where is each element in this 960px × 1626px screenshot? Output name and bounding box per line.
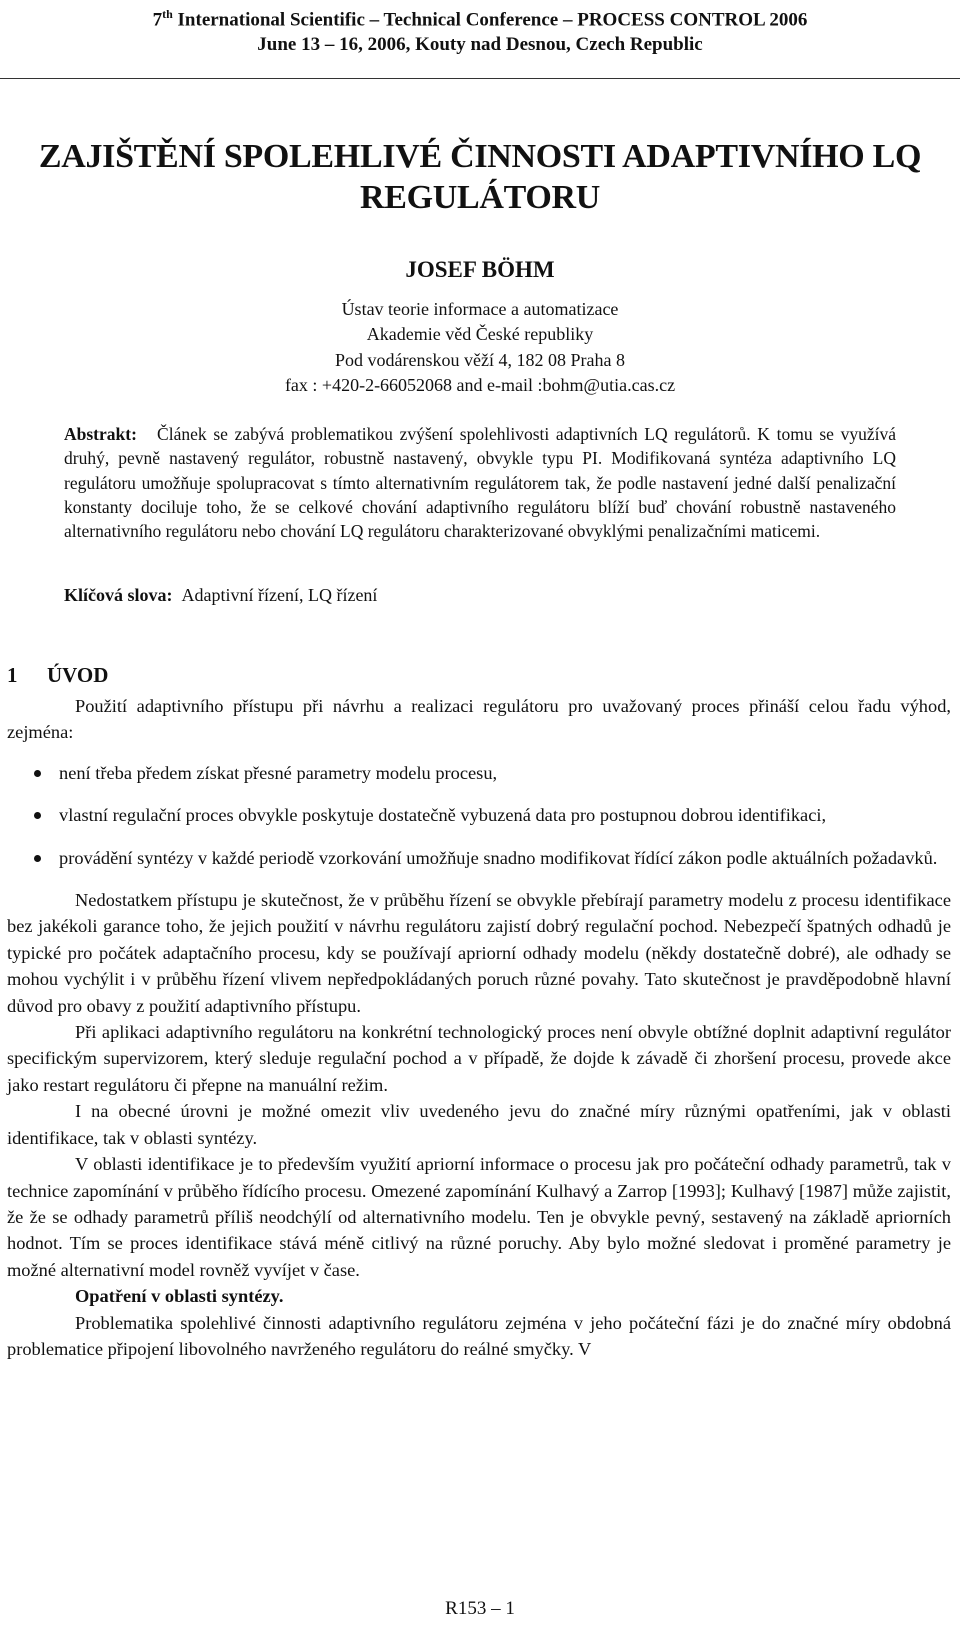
conference-line-2: June 13 – 16, 2006, Kouty nad Desnou, Czech Republic [257,34,703,56]
section-title: ÚVOD [47,663,109,687]
list-item [7,802,951,828]
page-number: R153 – 1 [445,1598,515,1619]
abstract-text: Článek se zabývá problematikou zvýšení spolehlivosti adaptivních LQ regulátorů. K tomu se využívá druhý, pevně nastavený regulátor, robustně nastavený, obvykle typu PI. Modifikovaná syntéza adaptivního LQ regulátoru umožňuje spolupracovat s tímto alternativním regulátorem tak, že podle nastavení jedné další penalizační konstanty dociluje toho, že se celkové chování adaptivního regulátoru blíží buď chování robustně nastaveného alternativního regulátoru nebo chování LQ regulátoru charakterizované obvyklými penalizačními maticemi. [64,424,897,542]
bullet-icon [34,812,41,819]
affiliation-line: fax : +420-2-66052068 and e-mail :bohm@utia.cas.cz [284,374,676,395]
conference-header [0,2,960,57]
abstract [64,422,896,543]
section-body [7,693,951,1362]
section-heading [7,661,907,689]
intro-paragraph: Použití adaptivního přístupu při návrhu a realizaci regulátoru pro uvažovaný proces přináší celou řadu výhod, zejména: [7,696,951,743]
list-item [7,845,951,871]
body-paragraph: Problematika spolehlivé činnosti adaptivního regulátoru zejména v jeho počáteční fázi je do značné míry obdobná problematice připojení libovolného navrženého regulátoru do reálné smyčky. V [7,1312,951,1359]
bullet-icon [34,770,41,777]
header-rule [0,78,960,79]
list-item [7,760,951,786]
list-item-text: není třeba předem získat přesné parametry modelu procesu, [59,762,498,783]
conference-line-1 [0,2,960,32]
keywords-text: Adaptivní řízení, LQ řízení [181,585,378,605]
author-name: JOSEF BÖHM [405,257,555,282]
body-paragraph: V oblasti identifikace je to především využití apriorní informace o procesu jak pro počáteční odhady parametrů, tak v technice zapomínání v průběho řídícího procesu. Omezené zapomínání Kulhavý a Zarrop [1993]; Kulhavý [1987] může zajistit, že že se odhady parametrů příliš neodchýlí od alternativního modelu. Ten je obvykle pevný, sestavený na základě apriorních hodnot. Tím se proces identifikace stává méně citlivý na různé poruchy. Aby bylo možné sledovat i proměné parametry je možné alternativní model rovněž vyvíjet v čase. [7,1154,951,1280]
author-affiliation [0,297,960,398]
conference-ordinal-suffix: th [162,7,173,21]
section-number: 1 [7,663,18,687]
list-item-text: provádění syntézy v každé periodě vzorkování umožňuje snadno modifikovat řídící zákon podle aktuálních požadavků. [59,847,938,868]
body-paragraph: Nedostatkem přístupu je skutečnost, že v průběhu řízení se obvykle přebírají parametry modelu z procesu identifikace bez jakékoli garance toho, že jejich použití v návrhu regulátoru zajistí dobrý regulační pochod. Nebezpečí špatných odhadů je typické pro počátek adaptačního procesu, kdy se používají apriorní odhady modelu (někdy dostatečně dobré), ale odhady se mohou vychýlit i v průběhu řízení vlivem nepředpokládaných poruch různé povahy. Tato skutečnost je pravděpodobně hlavní důvod pro obavy z použití adaptivního přístupu. [7,890,951,1016]
body-paragraph: Při aplikaci adaptivního regulátoru na konkrétní technologický proces není obvyle obtížné doplnit adaptivní regulátor specifickým supervizorem, který sleduje regulační pochod a v případě, že dojde k závadě či zhoršení procesu, provede akce jako restart regulátoru či přepne na manuální režim. [7,1022,951,1095]
affiliation-line: Pod vodárenskou věží 4, 182 08 Praha 8 [335,349,625,370]
abstract-label: Abstrakt: [64,424,137,444]
paper-title-line-1: ZAJIŠTĚNÍ SPOLEHLIVÉ ČINNOSTI ADAPTIVNÍHO LQ [38,138,922,175]
bullet-icon [34,855,41,862]
conference-name: International Scientific – Technical Conference – PROCESS CONTROL 2006 [177,9,808,31]
subsection-heading: Opatření v oblasti syntézy. [75,1286,284,1307]
keywords-label: Klíčová slova: [64,585,173,605]
paper-title [0,136,960,218]
affiliation-line: Ústav teorie informace a automatizace [341,299,619,319]
advantages-list [7,760,951,871]
list-item-text: vlastní regulační proces obvykle poskytuje dostatečně vybuzená data pro postupnou dobrou identifikaci, [59,805,827,826]
conference-ordinal: 7 [152,9,163,31]
affiliation-line: Akademie věd České republiky [366,324,594,345]
paper-title-line-2: REGULÁTORU [359,179,601,216]
body-paragraph: I na obecné úrovni je možné omezit vliv uvedeného jevu do značné míry různými opatřeními, jak v oblasti identifikace, tak v oblasti syntézy. [7,1101,951,1148]
keywords [64,583,896,607]
